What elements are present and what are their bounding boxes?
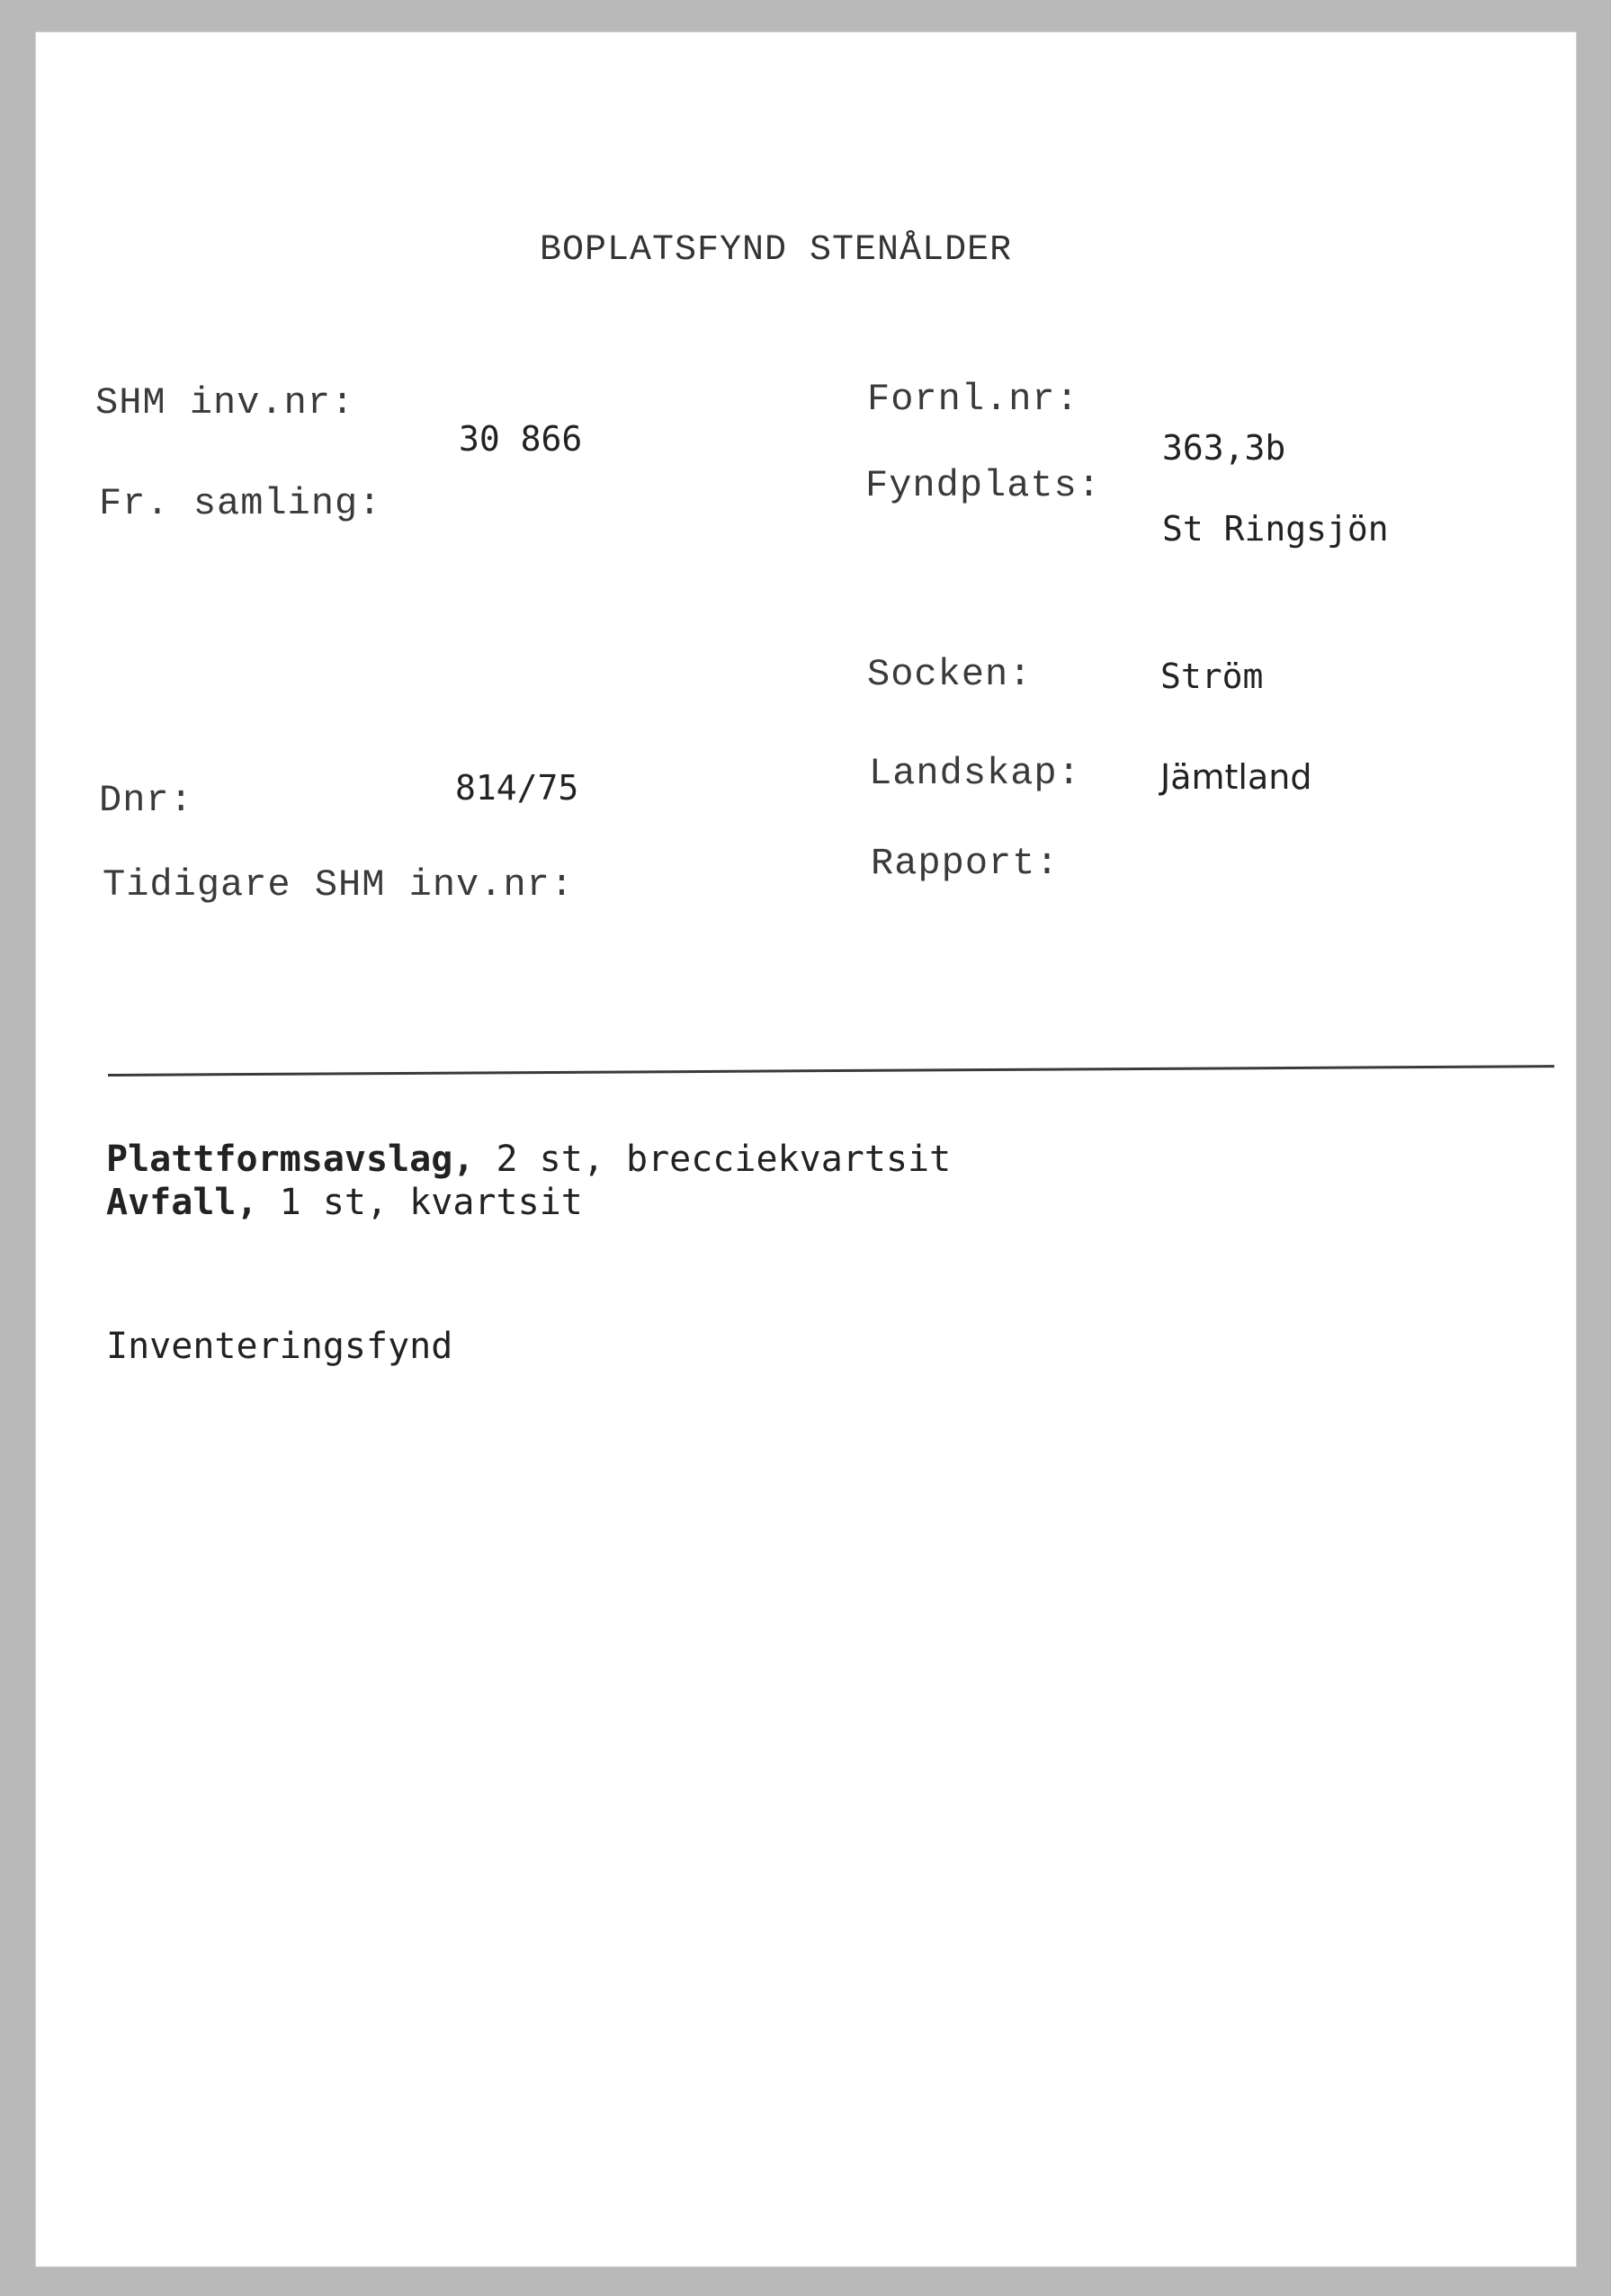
- shm-inv-label: SHM inv.nr:: [95, 381, 355, 424]
- find-detail: 2 st, brecciekvartsit: [474, 1139, 952, 1180]
- catalog-card: [36, 32, 1576, 2266]
- find-line-2: [106, 1182, 583, 1223]
- dnr-label: Dnr:: [99, 779, 193, 822]
- dnr-value: 814/75: [455, 768, 579, 808]
- landskap-label: Landskap:: [869, 752, 1081, 795]
- find-term: Avfall,: [106, 1182, 258, 1223]
- note-text: Inventeringsfynd: [106, 1326, 453, 1367]
- fyndplats-value: St Ringsjön: [1162, 509, 1389, 549]
- fyndplats-label: Fyndplats:: [865, 464, 1102, 507]
- find-line-1: [106, 1139, 951, 1180]
- fornl-label: Fornl.nr:: [867, 378, 1079, 421]
- find-term: Plattformsavslag,: [106, 1139, 475, 1180]
- fornl-value: 363,3b: [1162, 428, 1286, 468]
- find-detail: 1 st, kvartsit: [257, 1182, 583, 1223]
- divider-line: [108, 1065, 1554, 1077]
- socken-value: Ström: [1160, 657, 1264, 696]
- rapport-label: Rapport:: [871, 842, 1060, 885]
- landskap-value: Jämtland: [1160, 757, 1312, 797]
- socken-label: Socken:: [867, 653, 1033, 696]
- card-title: BOPLATSFYND STENÅLDER: [540, 230, 1013, 271]
- fr-samling-label: Fr. samling:: [99, 482, 382, 525]
- tidigare-inv-label: Tidigare SHM inv.nr:: [103, 863, 575, 907]
- shm-inv-value: 30 866: [459, 419, 583, 459]
